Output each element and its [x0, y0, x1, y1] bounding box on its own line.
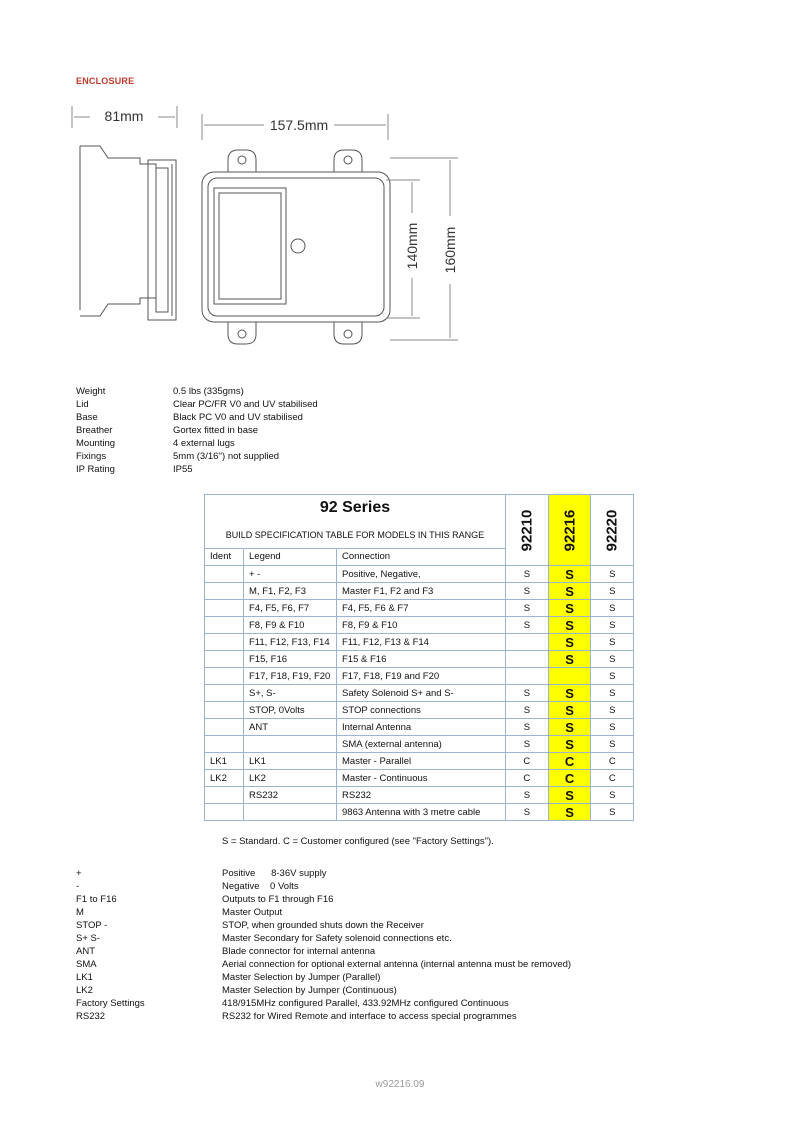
model-92220-cell: C	[591, 753, 634, 770]
glossary-row	[76, 958, 571, 971]
connection-cell: F8, F9 & F10	[337, 617, 506, 634]
spec-row	[76, 437, 318, 450]
connection-cell: SMA (external antenna)	[337, 736, 506, 753]
spec-row	[76, 411, 318, 424]
glossary-term: Factory Settings	[76, 998, 145, 1009]
glossary-desc: Outputs to F1 through F16	[222, 894, 334, 905]
model-92220-cell: C	[591, 770, 634, 787]
spec-row	[76, 398, 318, 411]
model-label: 92210	[518, 509, 536, 551]
legend-cell: S+, S-	[244, 685, 337, 702]
ident-cell	[205, 583, 244, 600]
connection-cell: Master F1, F2 and F3	[337, 583, 506, 600]
model-92210-cell: S	[506, 804, 549, 821]
document-code: w92216.09	[375, 1079, 425, 1090]
model-92210-cell: S	[506, 583, 549, 600]
ident-cell	[205, 634, 244, 651]
connection-cell: Safety Solenoid S+ and S-	[337, 685, 506, 702]
spec-label: Mounting	[76, 438, 116, 449]
table-row	[205, 770, 634, 787]
glossary-desc: Positive 8-36V supply	[222, 868, 327, 879]
model-92210-cell: S	[506, 787, 549, 804]
model-header-92220	[591, 495, 634, 566]
model-92216-cell	[548, 668, 591, 685]
table-row	[205, 719, 634, 736]
ident-cell	[205, 787, 244, 804]
model-92210-cell	[506, 651, 549, 668]
dim-width-label: 157.5mm	[269, 117, 329, 133]
spec-value: IP55	[173, 464, 193, 475]
spec-value: 0.5 lbs (335gms)	[173, 386, 244, 397]
glossary-desc: Master Secondary for Safety solenoid connections etc.	[222, 933, 452, 944]
spec-label: Base	[76, 412, 98, 423]
model-92220-cell: S	[591, 668, 634, 685]
spec-label: IP Rating	[76, 464, 115, 475]
connection-cell: Positive, Negative,	[337, 566, 506, 583]
glossary-term: ANT	[76, 946, 95, 957]
glossary-term: -	[76, 881, 80, 892]
table-title: 92 Series	[205, 495, 506, 522]
legend-cell	[244, 804, 337, 821]
legend-cell: F4, F5, F6, F7	[244, 600, 337, 617]
table-row	[205, 787, 634, 804]
model-92216-cell: S	[548, 566, 591, 583]
table-row	[205, 634, 634, 651]
table-row	[205, 736, 634, 753]
spec-label: Weight	[76, 386, 106, 397]
glossary-row	[76, 1010, 571, 1023]
build-spec-table	[204, 494, 634, 821]
connection-cell: F11, F12, F13 & F14	[337, 634, 506, 651]
legend-cell: STOP, 0Volts	[244, 702, 337, 719]
model-92220-cell: S	[591, 702, 634, 719]
model-92210-cell: S	[506, 685, 549, 702]
model-92220-cell: S	[591, 566, 634, 583]
model-92216-cell: S	[548, 583, 591, 600]
table-row	[205, 685, 634, 702]
legend-cell: LK1	[244, 753, 337, 770]
header-legend: Legend	[244, 548, 337, 565]
dim-depth-label: 81mm	[104, 108, 144, 124]
glossary-list	[76, 867, 571, 1023]
glossary-term: SMA	[76, 959, 97, 970]
glossary-desc: Blade connector for internal antenna	[222, 946, 376, 957]
model-92220-cell: S	[591, 634, 634, 651]
spec-value: Gortex fitted in base	[173, 425, 259, 436]
ident-cell	[205, 566, 244, 583]
model-92216-cell: S	[548, 804, 591, 821]
legend-cell: LK2	[244, 770, 337, 787]
connection-cell: STOP connections	[337, 702, 506, 719]
ident-cell	[205, 685, 244, 702]
model-92216-cell: S	[548, 702, 591, 719]
header-connection: Connection	[337, 548, 506, 565]
model-92216-cell: S	[548, 736, 591, 753]
glossary-desc: Master Output	[222, 907, 283, 918]
table-row	[205, 702, 634, 719]
legend-cell: M, F1, F2, F3	[244, 583, 337, 600]
ident-cell: LK2	[205, 770, 244, 787]
legend-cell	[244, 736, 337, 753]
glossary-row	[76, 867, 571, 880]
glossary-term: S+ S-	[76, 933, 101, 944]
legend-cell: F11, F12, F13, F14	[244, 634, 337, 651]
connection-cell: F15 & F16	[337, 651, 506, 668]
model-92216-cell: S	[548, 651, 591, 668]
spec-value: 5mm (3/16'') not supplied	[173, 451, 280, 462]
spec-row	[76, 424, 318, 437]
table-row	[205, 566, 634, 583]
glossary-row	[76, 997, 571, 1010]
ident-cell	[205, 617, 244, 634]
table-row	[205, 600, 634, 617]
table-row	[205, 753, 634, 770]
glossary-desc: 418/915MHz configured Parallel, 433.92MHz configured Continuous	[222, 998, 509, 1009]
ident-cell	[205, 702, 244, 719]
model-header-92210	[506, 495, 549, 566]
model-92220-cell: S	[591, 617, 634, 634]
glossary-row	[76, 984, 571, 997]
model-label: 92220	[603, 509, 621, 551]
model-92210-cell: C	[506, 753, 549, 770]
table-row	[205, 583, 634, 600]
table-subtitle: BUILD SPECIFICATION TABLE FOR MODELS IN THIS RANGE	[205, 521, 506, 548]
spec-value: 4 external lugs	[173, 438, 235, 449]
ident-cell	[205, 719, 244, 736]
ident-cell	[205, 600, 244, 617]
model-92210-cell: S	[506, 566, 549, 583]
ident-cell	[205, 668, 244, 685]
model-92216-cell: S	[548, 600, 591, 617]
connection-cell: RS232	[337, 787, 506, 804]
glossary-term: STOP -	[76, 920, 108, 931]
glossary-term: LK2	[76, 985, 93, 996]
model-92216-cell: S	[548, 719, 591, 736]
model-92210-cell: S	[506, 600, 549, 617]
model-92220-cell: S	[591, 736, 634, 753]
glossary-desc: STOP, when grounded shuts down the Receiver	[222, 920, 424, 931]
glossary-row	[76, 880, 571, 893]
spec-list	[76, 385, 318, 476]
glossary-row	[76, 932, 571, 945]
glossary-row	[76, 919, 571, 932]
model-92210-cell: S	[506, 719, 549, 736]
model-92210-cell: S	[506, 617, 549, 634]
key-note: S = Standard. C = Customer configured (see "Factory Settings").	[222, 836, 494, 847]
table-row	[205, 617, 634, 634]
glossary-desc: Master Selection by Jumper (Parallel)	[222, 972, 381, 983]
model-header-92216	[548, 495, 591, 566]
legend-cell: + -	[244, 566, 337, 583]
legend-cell: F17, F18, F19, F20	[244, 668, 337, 685]
glossary-term: LK1	[76, 972, 93, 983]
ident-cell	[205, 736, 244, 753]
glossary-term: +	[76, 868, 82, 879]
glossary-row	[76, 971, 571, 984]
model-92210-cell	[506, 634, 549, 651]
model-92220-cell: S	[591, 719, 634, 736]
spec-row	[76, 450, 318, 463]
legend-cell: ANT	[244, 719, 337, 736]
glossary-term: RS232	[76, 1011, 106, 1022]
model-92216-cell: C	[548, 770, 591, 787]
ident-cell: LK1	[205, 753, 244, 770]
model-92210-cell: S	[506, 702, 549, 719]
glossary-desc: Master Selection by Jumper (Continuous)	[222, 985, 397, 996]
glossary-term: M	[76, 907, 84, 918]
model-92220-cell: S	[591, 651, 634, 668]
table-row	[205, 668, 634, 685]
connection-cell: Internal Antenna	[337, 719, 506, 736]
legend-cell: F15, F16	[244, 651, 337, 668]
model-92216-cell: C	[548, 753, 591, 770]
spec-label: Fixings	[76, 451, 107, 462]
model-92220-cell: S	[591, 600, 634, 617]
model-92216-cell: S	[548, 634, 591, 651]
model-92210-cell	[506, 668, 549, 685]
glossary-row	[76, 945, 571, 958]
glossary-desc: Aerial connection for optional external antenna (internal antenna must be removed)	[222, 959, 572, 970]
ident-cell	[205, 651, 244, 668]
table-row	[205, 651, 634, 668]
model-92216-cell: S	[548, 787, 591, 804]
enclosure-drawing	[68, 98, 460, 350]
connection-cell: Master - Parallel	[337, 753, 506, 770]
model-92210-cell: S	[506, 736, 549, 753]
model-92220-cell: S	[591, 685, 634, 702]
connection-cell: 9863 Antenna with 3 metre cable	[337, 804, 506, 821]
glossary-term: F1 to F16	[76, 894, 117, 905]
header-ident: Ident	[205, 548, 244, 565]
glossary-desc: Negative 0 Volts	[222, 881, 299, 892]
legend-cell: RS232	[244, 787, 337, 804]
spec-value: Clear PC/FR V0 and UV stabilised	[173, 399, 318, 410]
dim-height-outer-label: 160mm	[442, 226, 458, 274]
model-92220-cell: S	[591, 804, 634, 821]
model-92220-cell: S	[591, 787, 634, 804]
table-row	[205, 804, 634, 821]
connection-cell: Master - Continuous	[337, 770, 506, 787]
spec-label: Breather	[76, 425, 113, 436]
model-92210-cell: C	[506, 770, 549, 787]
dim-height-inner-label: 140mm	[404, 222, 420, 270]
spec-label: Lid	[76, 399, 89, 410]
glossary-row	[76, 893, 571, 906]
model-label: 92216	[561, 509, 579, 551]
model-92220-cell: S	[591, 583, 634, 600]
spec-row	[76, 385, 318, 398]
spec-value: Black PC V0 and UV stabilised	[173, 412, 303, 423]
model-92216-cell: S	[548, 617, 591, 634]
model-92216-cell: S	[548, 685, 591, 702]
ident-cell	[205, 804, 244, 821]
connection-cell: F17, F18, F19 and F20	[337, 668, 506, 685]
section-title: ENCLOSURE	[76, 76, 135, 86]
glossary-desc: RS232 for Wired Remote and interface to access special programmes	[222, 1011, 517, 1022]
connection-cell: F4, F5, F6 & F7	[337, 600, 506, 617]
glossary-row	[76, 906, 571, 919]
legend-cell: F8, F9 & F10	[244, 617, 337, 634]
spec-row	[76, 463, 318, 476]
